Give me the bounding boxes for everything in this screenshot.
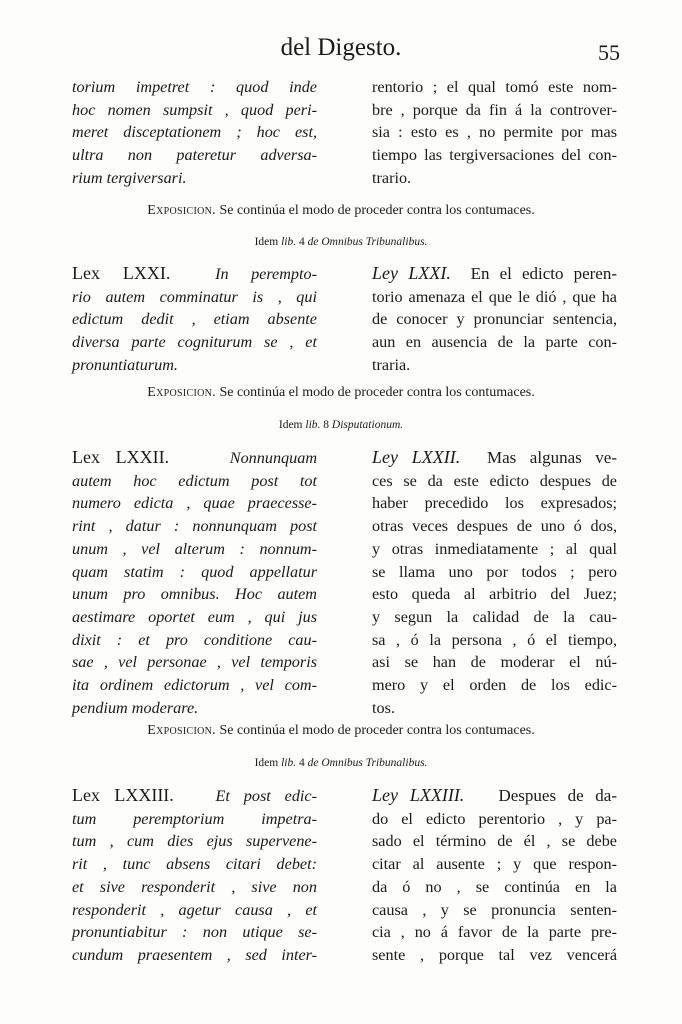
latin-column	[72, 76, 317, 190]
ley-heading: Ley LXXII.	[372, 447, 461, 467]
exposicion-note	[0, 723, 682, 739]
lex-73-block	[72, 784, 617, 967]
lex-heading: Lex LXXII.	[72, 447, 170, 467]
spanish-line: trario.	[372, 168, 412, 187]
spanish-column: Ley LXXIII. Despues de da- do el edicto perentorio , y pa- sado el término de él , se debe citar al ausente ; y que respon- da ó no , se continúa en la causa , y se pronuncia senten- cia , no á favor de la parte pre- sente , porque tal vez vencerá	[372, 785, 617, 964]
spanish-column	[372, 76, 617, 190]
source-citation: Idem lib. 4 de Omnibus Tribunalibus.	[254, 757, 428, 769]
ley-heading: Ley LXXI.	[372, 263, 451, 283]
exposicion-text: Se continúa el modo de proceder contra los contumaces.	[219, 385, 535, 400]
exposicion-note	[0, 385, 682, 401]
spanish-line: sia : esto es , no permite por mas	[372, 123, 617, 142]
exposicion-text: Se continúa el modo de proceder contra los contumaces.	[219, 203, 535, 218]
exposicion-label: Exposicion.	[147, 203, 216, 218]
spanish-column: Ley LXXI. En el edicto peren- torio amenaza el que le dió , que ha de conocer y pronunciar sentencia, aun en ausencia de la parte con- traria.	[372, 263, 617, 374]
exposicion-label: Exposicion.	[147, 723, 216, 738]
lex-71-block	[72, 262, 617, 377]
ley-heading: Ley LXXIII.	[372, 785, 465, 805]
latin-line: torium impetret : quod inde	[72, 78, 317, 96]
exposicion-text: Se continúa el modo de proceder contra los contumaces.	[219, 723, 535, 738]
lex-heading: Lex LXXIII.	[72, 785, 174, 805]
running-header: del Digesto.	[280, 34, 402, 61]
latin-line: meret disceptationem ; hoc est,	[72, 123, 317, 142]
source-citation: Idem lib. 4 de Omnibus Tribunalibus.	[254, 236, 428, 248]
latin-column: Lex LXXI. In perempto- rio autem comminatur is , qui edictum dedit , etiam absente diversa parte cogniturum se , et pronuntiaturum.	[72, 263, 317, 374]
latin-column: Lex LXXII. Nonnunquam autem hoc edictum post tot numero edicta , quae praecesse- rint , datur : nonnunquam post unum , vel alterum : nonnum- quam statim : quod appellatur unum pro omnibus. Hoc autem aestimare oportet eum , qui jus dixit : et pro conditione cau- sae , vel personae , vel temporis ita ordinem edictorum , vel com- pendium moderare.	[72, 447, 318, 717]
source-citation: Idem lib. 8 Disputationum.	[278, 419, 404, 431]
spanish-column: Ley LXXII. Mas algunas ve- ces se da este edicto despues de haber precedido los expresados; otras veces despues de uno ó dos, y otras inmediatamente ; al qual se llama uno por todos ; pero esto queda al arbitrio del Juez; y segun la calidad de la cau- sa , ó la persona , ó el tiempo, asi se han de moderar el nú- mero y el orden de los edic- tos.	[372, 447, 617, 717]
exposicion-label: Exposicion.	[147, 385, 216, 400]
latin-line: ultra non pateretur adversa-	[72, 146, 317, 165]
latin-column: Lex LXXIII. Et post edic- tum peremptorium impetra- tum , cum dies ejus supervene- rit , tunc absens citari debet: et sive responderit , sive non responderit , agetur causa , et pronuntiabitur : non utique se- cundum praesentem , sed inter-	[72, 785, 317, 964]
exposicion-note	[0, 203, 682, 219]
spanish-line: rentorio ; el qual tomó este nom-	[372, 78, 617, 96]
latin-line: hoc nomen sumpsit , quod peri-	[72, 100, 317, 119]
lex-heading: Lex LXXI.	[72, 263, 171, 283]
continuation-block	[72, 76, 617, 190]
spanish-line: tiempo las tergiversaciones del con-	[372, 146, 617, 165]
latin-line: rium tergiversari.	[72, 168, 187, 187]
lex-72-block	[72, 446, 617, 719]
spanish-line: bre , porque da fin á la controver-	[372, 100, 617, 119]
page-number: 55	[598, 40, 620, 65]
